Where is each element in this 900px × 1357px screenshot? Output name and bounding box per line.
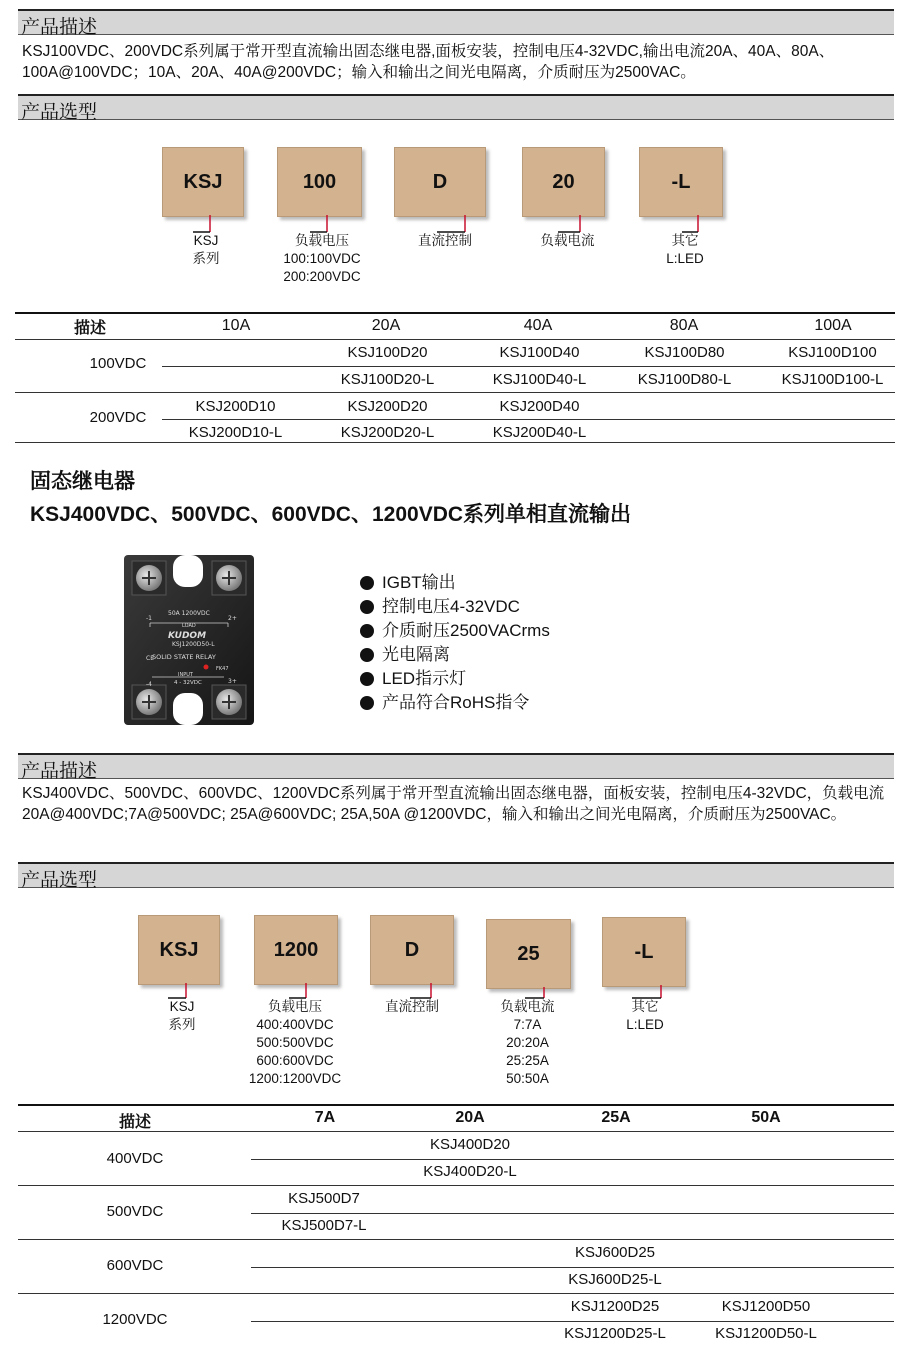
bullet-icon — [360, 696, 374, 710]
relay-terminal-3: 3+ — [228, 678, 237, 685]
table2-row-1200vdc: 1200VDC — [102, 1311, 168, 1328]
table2-header-line — [18, 1131, 894, 1132]
table-cell: KSJ400D20-L — [423, 1163, 517, 1180]
product-subtitle: KSJ400VDC、500VDC、600VDC、1200VDC系列单相直流输出 — [30, 503, 632, 526]
table-cell: KSJ1200D25-L — [564, 1325, 666, 1342]
table1-header-10a: 10A — [221, 317, 251, 334]
list-item: 介质耐压2500VACrms — [360, 619, 550, 643]
table2-row-line — [18, 1293, 894, 1294]
label-current: 负载电流 — [540, 233, 595, 248]
label-series: KSJ 系列 — [192, 233, 220, 266]
section2-desc-text: KSJ400VDC、500VDC、600VDC、1200VDC系列属于常开型直流输出固态继电器，面板安装，控制电压4-32VDC，负载电流20A@400VDC;7A@500VDC; 25A@600VDC; 25A,50A @1200VDC，输入和输出之间光电隔离，介质耐压为2500VAC。 — [22, 785, 885, 823]
relay-load-text: LOAD — [182, 623, 196, 629]
label-series: KSJ 系列 — [168, 999, 196, 1032]
table2-header-20a: 20A — [455, 1109, 485, 1126]
relay-fk-text: FK47 — [216, 666, 229, 672]
table1-header-80a: 80A — [669, 317, 699, 334]
list-item: 产品符合RoHS指令 — [360, 691, 550, 715]
table-cell: KSJ200D40-L — [492, 424, 587, 441]
bullet-icon — [360, 576, 374, 590]
table1-header-desc: 描述 — [73, 320, 106, 337]
table2-row-divider — [251, 1321, 894, 1322]
label-other: 其它 L:LED — [626, 999, 664, 1032]
table2-header-desc: 描述 — [118, 1114, 151, 1131]
table2-row-divider — [251, 1159, 894, 1160]
label-voltage: 负载电压 100:100VDC 200:200VDC — [283, 233, 361, 284]
table1-row-divider — [162, 366, 895, 367]
table1-row-200vdc: 200VDC — [89, 409, 147, 426]
table1-header-100a: 100A — [814, 317, 852, 334]
product-title: 固态继电器 — [30, 470, 135, 493]
table-cell: KSJ500D7-L — [281, 1217, 367, 1234]
table-cell: KSJ200D20-L — [340, 424, 435, 441]
table-cell: KSJ100D40-L — [492, 371, 587, 388]
table-cell: KSJ100D100 — [788, 344, 877, 361]
code-box-current: 20 — [522, 147, 605, 217]
table-cell: KSJ100D20 — [347, 344, 428, 361]
table-cell: KSJ600D25-L — [568, 1271, 662, 1288]
table2-row-600vdc: 600VDC — [106, 1257, 164, 1274]
table1-top-line — [15, 312, 895, 314]
table1-header-20a: 20A — [371, 317, 401, 334]
code-box-current: 25 — [486, 919, 571, 989]
bullet-icon — [360, 600, 374, 614]
table-cell: KSJ200D10 — [195, 398, 276, 415]
label-current: 负载电流 7:7A 20:20A 25:25A 50:50A — [500, 999, 555, 1086]
table1-row-divider — [162, 419, 895, 420]
table1-bottom-line — [15, 442, 895, 443]
table2-row-line — [18, 1185, 894, 1186]
list-item: 控制电压4-32VDC — [360, 595, 550, 619]
code-box-control: D — [394, 147, 486, 217]
relay-terminal-4: -4 — [146, 681, 152, 688]
label-voltage: 负载电压 400:400VDC 500:500VDC 600:600VDC 1200:1200VDC — [248, 999, 342, 1086]
list-item: 光电隔离 — [360, 643, 550, 667]
code-box-series: KSJ — [138, 915, 220, 985]
table2-row-400vdc: 400VDC — [106, 1150, 164, 1167]
table-cell: KSJ1200D50-L — [715, 1325, 817, 1342]
code-box-control: D — [370, 915, 454, 985]
table2-top-line — [18, 1104, 894, 1106]
table2-header-7a: 7A — [314, 1109, 336, 1126]
bullet-icon — [360, 648, 374, 662]
label-other: 其它 L:LED — [666, 233, 704, 266]
section1-desc-header: 产品描述 — [18, 9, 894, 35]
table-cell: KSJ200D10-L — [188, 424, 283, 441]
table2-header-50a: 50A — [751, 1109, 781, 1126]
code-box-series: KSJ — [162, 147, 244, 217]
table-cell: KSJ600D25 — [574, 1244, 656, 1261]
relay-terminal-1: -1 — [146, 615, 152, 622]
relay-led-icon — [204, 665, 209, 670]
table2-row-divider — [251, 1267, 894, 1268]
relay-product-image — [118, 553, 258, 728]
list-item: LED指示灯 — [360, 667, 550, 691]
table-cell: KSJ500D7 — [288, 1190, 360, 1207]
section1-select-header: 产品选型 — [18, 94, 894, 120]
relay-rating-text: 50A 1200VDC — [168, 610, 210, 617]
section2-select-header: 产品选型 — [18, 862, 894, 888]
relay-input-range: 4 - 32VDC — [174, 680, 202, 686]
bullet-icon — [360, 624, 374, 638]
label-control: 直流控制 — [385, 999, 439, 1014]
relay-terminal-2: 2+ — [228, 615, 237, 622]
code-box-voltage: 100 — [277, 147, 362, 217]
table-cell: KSJ1200D25 — [570, 1298, 660, 1315]
relay-type-text: SOLID STATE RELAY — [152, 653, 216, 661]
code-box-other: -L — [639, 147, 723, 217]
relay-input-text: INPUT — [178, 672, 193, 678]
relay-model-text: KSJ1200D50-L — [172, 641, 215, 648]
table1-header-40a: 40A — [523, 317, 553, 334]
table-cell: KSJ100D80 — [644, 344, 725, 361]
table-cell: KSJ100D20-L — [340, 371, 435, 388]
code-box-other: -L — [602, 917, 686, 987]
code-box-voltage: 1200 — [254, 915, 338, 985]
relay-brand-logo: KUDOM — [168, 631, 207, 641]
feature-list — [360, 571, 550, 715]
table1-header-line — [15, 339, 895, 340]
table-cell: KSJ100D100-L — [781, 371, 884, 388]
table-cell: KSJ100D80-L — [637, 371, 732, 388]
section2-desc-header: 产品描述 — [18, 753, 894, 779]
table-cell: KSJ100D40 — [499, 344, 580, 361]
relay-ce-mark: CE — [146, 655, 154, 662]
table2-row-line — [18, 1239, 894, 1240]
table1-row-line — [15, 392, 895, 393]
table-cell: KSJ200D20 — [347, 398, 428, 415]
list-item: IGBT输出 — [360, 571, 550, 595]
table-cell: KSJ1200D50 — [721, 1298, 811, 1315]
table2-row-divider — [251, 1213, 894, 1214]
table2-row-500vdc: 500VDC — [106, 1203, 164, 1220]
section1-desc-text: KSJ100VDC、200VDC系列属于常开型直流输出固态继电器,面板安装，控制电压4-32VDC,输出电流20A、40A、80A、100A@100VDC；10A、20A、40A@200VDC；输入和输出之间光电隔离，介质耐压为2500VAC。 — [22, 43, 835, 81]
table1-row-100vdc: 100VDC — [89, 355, 147, 372]
table-cell: KSJ400D20 — [429, 1136, 511, 1153]
table2-header-25a: 25A — [601, 1109, 631, 1126]
bullet-icon — [360, 672, 374, 686]
table-cell: KSJ200D40 — [499, 398, 580, 415]
label-control: 直流控制 — [418, 233, 472, 248]
